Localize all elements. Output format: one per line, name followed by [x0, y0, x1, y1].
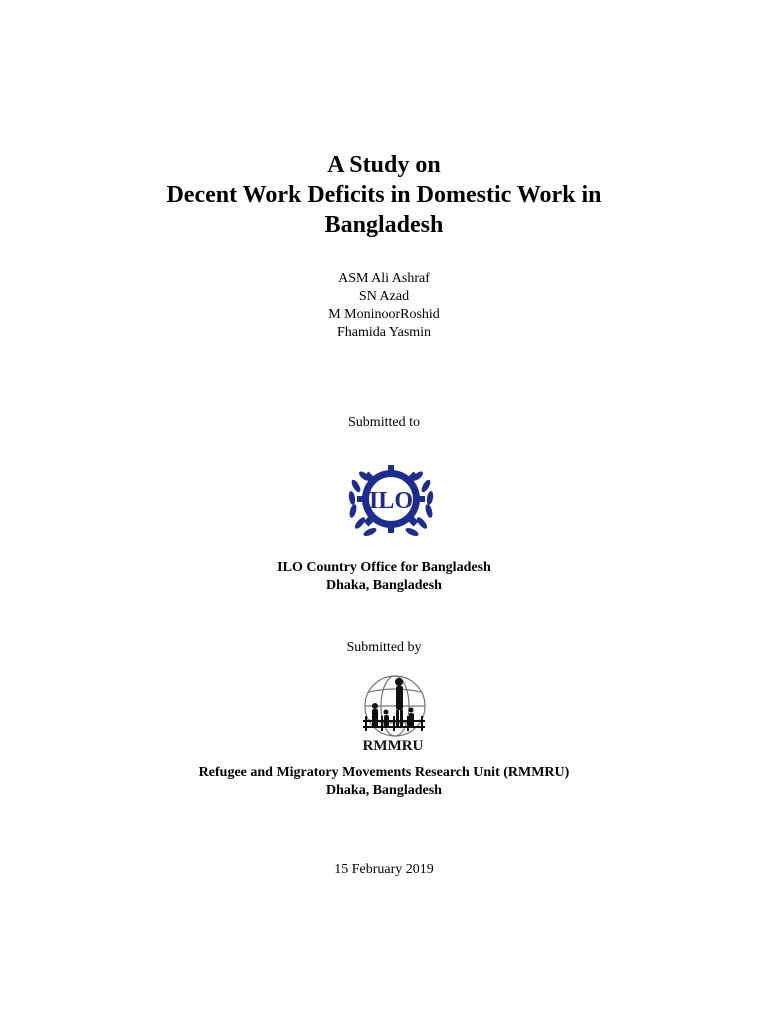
submission-date: 15 February 2019 [334, 862, 434, 877]
author-list [0, 270, 768, 342]
rmmru-org-name: Refugee and Migratory Movements Research Unit (RMMRU) [198, 765, 570, 780]
rmmru-logo-text: RMMRU [362, 738, 424, 754]
submitted-to-label: Submitted to [348, 415, 420, 430]
author-1: ASM Ali Ashraf [338, 271, 430, 286]
title-line-1: A Study on [327, 152, 441, 178]
submitted-by-organization [0, 764, 768, 800]
author-4: Fhamida Yasmin [336, 325, 432, 340]
rmmru-location: Dhaka, Bangladesh [326, 783, 442, 798]
document-title [0, 150, 768, 240]
ilo-location: Dhaka, Bangladesh [326, 578, 442, 593]
submitted-by-label: Submitted by [346, 640, 422, 655]
title-line-2: Decent Work Deficits in Domestic Work in [166, 182, 602, 208]
author-3: M MoninoorRoshid [328, 307, 440, 322]
submitted-to-organization [0, 559, 768, 595]
author-2: SN Azad [358, 289, 410, 304]
ilo-org-name: ILO Country Office for Bangladesh [277, 560, 491, 575]
title-line-3: Bangladesh [324, 212, 444, 238]
rmmru-logo-icon [355, 670, 431, 760]
ilo-logo-text: ILO [368, 488, 414, 514]
ilo-logo-icon [342, 456, 440, 542]
